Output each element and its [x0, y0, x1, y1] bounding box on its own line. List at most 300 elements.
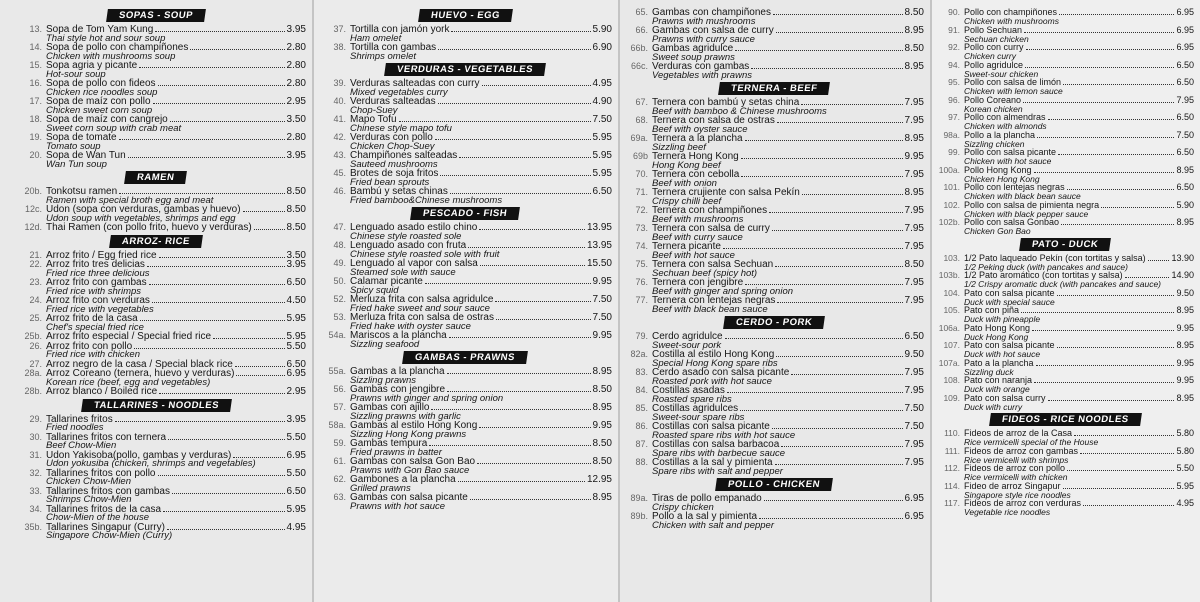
- item-number: 73.: [635, 223, 648, 233]
- item-name: Sopa de pollo con champiñones: [46, 42, 189, 53]
- item-description: Chicken Chop-Suey: [350, 140, 435, 152]
- dot-leader: [431, 409, 590, 410]
- item-price: 8.50: [592, 438, 612, 449]
- menu-item: [618, 458, 930, 476]
- item-number: 104.: [943, 287, 960, 298]
- item-description: Prawns with ginger and spring onion: [350, 392, 504, 404]
- item-price: 9.95: [592, 330, 612, 341]
- item-name: Ternera Hong Kong: [652, 151, 739, 162]
- menu-item: [930, 201, 1200, 219]
- item-price: 3.95: [286, 413, 306, 425]
- item-number: 50.: [333, 276, 346, 286]
- item-number: 52.: [333, 294, 346, 304]
- item-price: 8.50: [904, 7, 924, 18]
- item-number: 69a.: [630, 133, 648, 143]
- item-description: Sechuan chicken: [964, 33, 1029, 44]
- item-number: 25.: [29, 313, 42, 323]
- menu-item: [618, 278, 930, 296]
- dot-leader: [1057, 347, 1175, 348]
- item-number: 89b.: [630, 511, 648, 521]
- menu-column-3: [618, 0, 930, 602]
- menu-section: [618, 316, 930, 476]
- item-name: Merluza frita con salsa agridulce: [350, 294, 494, 305]
- item-price: 13.90: [1171, 252, 1194, 263]
- item-description: Special Hong Kong spare ribs: [652, 357, 778, 369]
- item-name: Thai Ramen (con pollo frito, huevo y verduras): [46, 222, 252, 233]
- menu-item: [618, 332, 930, 350]
- menu-section: [930, 8, 1200, 236]
- item-description: Chinese style mapo tofu: [350, 122, 452, 134]
- item-name: Sopa de tomate: [46, 132, 117, 143]
- dot-leader: [168, 439, 284, 440]
- menu-item: [312, 295, 618, 313]
- item-price: 7.50: [592, 114, 612, 125]
- menu-item: [0, 387, 312, 397]
- item-number: 97.: [948, 112, 960, 122]
- menu-item: [930, 8, 1200, 26]
- item-description: Sweet-sour pork: [652, 339, 722, 351]
- item-description: Prawns with curry sauce: [652, 33, 755, 45]
- item-price: 5.95: [592, 150, 612, 161]
- item-description: Roasted spare ribs with hot sauce: [652, 429, 796, 441]
- item-price: 8.50: [286, 186, 306, 197]
- menu-item: [312, 169, 618, 187]
- item-number: 100a.: [938, 164, 960, 175]
- dot-leader: [725, 338, 903, 339]
- item-description: Chicken with almonds: [964, 121, 1047, 131]
- dot-leader: [775, 464, 903, 465]
- dot-leader: [190, 49, 284, 50]
- item-name: Gambas con salsa Gon Bao: [350, 456, 476, 467]
- item-name: Costilla al estilo Hong Kong: [652, 349, 775, 360]
- item-number: 61.: [333, 456, 346, 466]
- menu-item: [312, 439, 618, 457]
- item-name: Merluza frita con salsa de ostras: [350, 312, 494, 323]
- menu-section: [312, 351, 618, 511]
- menu-item: [618, 26, 930, 44]
- item-name: Gambas al estilo Hong Kong: [350, 420, 478, 431]
- item-description: Chow-Mien of the house: [46, 512, 149, 523]
- item-number: 63.: [333, 492, 346, 502]
- item-description: Sizzling chicken: [964, 138, 1025, 149]
- item-number: 37.: [333, 24, 346, 34]
- item-name: Pato con naranja: [964, 375, 1033, 385]
- item-price: 9.50: [1176, 287, 1194, 298]
- dot-leader: [727, 392, 903, 393]
- section-header: [930, 413, 1200, 426]
- item-price: 9.95: [904, 151, 924, 162]
- fold-line: [312, 0, 314, 602]
- item-name: Pollo con almendras: [964, 112, 1046, 122]
- dot-leader: [119, 193, 284, 194]
- dot-leader: [134, 348, 284, 349]
- item-price: 8.95: [592, 402, 612, 413]
- dot-leader: [1034, 172, 1175, 173]
- item-name: Ternera crujiente con salsa Pekín: [652, 187, 800, 198]
- item-price: 5.95: [592, 168, 612, 179]
- item-name: Fideos de arroz con verduras: [964, 498, 1082, 508]
- item-price: 5.80: [1176, 445, 1194, 456]
- item-name: Pollo agridulce: [964, 59, 1024, 70]
- item-description: Chinese style roasted sole: [350, 230, 462, 242]
- item-name: Arroz blanco / Boiled rice: [46, 386, 158, 397]
- dot-leader: [119, 139, 285, 140]
- item-description: Spicy squid: [350, 284, 399, 296]
- menu-item: [312, 133, 618, 151]
- item-price: 9.95: [1176, 375, 1194, 385]
- menu-item: [0, 25, 312, 43]
- menu-item: [930, 289, 1200, 307]
- item-name: Costillas con salsa picante: [652, 421, 770, 432]
- item-number: 87.: [635, 439, 648, 449]
- item-name: Gambas tempura: [350, 438, 428, 449]
- item-name: Arroz frito tres delicias: [46, 259, 145, 270]
- menu-item: [312, 493, 618, 511]
- item-name: Tallarines fritos con pollo: [46, 467, 156, 479]
- section-header: [618, 82, 930, 95]
- item-number: 101.: [943, 182, 960, 192]
- menu-item: [930, 166, 1200, 184]
- item-name: Pollo con champiñones: [964, 7, 1058, 17]
- item-price: 8.50: [592, 384, 612, 395]
- item-description: Wan Tun soup: [46, 158, 107, 170]
- dot-leader: [479, 427, 590, 428]
- item-number: 85.: [635, 403, 648, 413]
- item-description: Shrimps Chow-Mien: [46, 494, 132, 505]
- item-price: 3.50: [286, 249, 306, 261]
- item-number: 105.: [943, 305, 960, 315]
- item-price: 4.95: [592, 78, 612, 89]
- item-name: Tiras de pollo empanado: [652, 493, 762, 504]
- dot-leader: [1125, 277, 1170, 278]
- item-number: 18.: [29, 114, 42, 124]
- item-number: 49.: [333, 258, 346, 268]
- item-name: Pollo a la sal y pimienta: [652, 511, 758, 522]
- item-description: Tomato soup: [46, 140, 101, 152]
- item-price: 8.95: [592, 492, 612, 503]
- item-description: Rice vermicelli special of the House: [964, 437, 1099, 447]
- item-price: 15.50: [586, 258, 612, 269]
- item-description: Sizzling prawns with garlic: [350, 410, 461, 422]
- item-number: 112.: [944, 463, 960, 473]
- dot-leader: [1032, 330, 1174, 331]
- item-number: 41.: [333, 114, 346, 124]
- menu-item: [312, 421, 618, 439]
- item-number: 88.: [635, 457, 648, 467]
- menu-item: [0, 223, 312, 233]
- item-name: Gambas con ajillo: [350, 402, 430, 413]
- item-name: Verduras salteadas con curry: [350, 78, 480, 89]
- item-number: 75.: [635, 259, 648, 269]
- item-number: 16.: [29, 78, 42, 88]
- dot-leader: [163, 511, 284, 512]
- dot-leader: [450, 193, 591, 194]
- item-number: 91.: [948, 24, 960, 35]
- item-price: 5.95: [592, 132, 612, 143]
- menu-item: [930, 96, 1200, 114]
- item-name: Cerdo asado con salsa picante: [652, 367, 790, 378]
- menu-item: [312, 475, 618, 493]
- menu-item: [0, 205, 312, 223]
- item-description: Singapore style rice noodles: [964, 489, 1071, 500]
- dot-leader: [745, 140, 903, 141]
- menu-item: [312, 97, 618, 115]
- item-description: Ham omelet: [350, 32, 402, 44]
- item-description: Beef with onion: [652, 177, 717, 189]
- item-description: Fried rice three delicious: [46, 267, 150, 279]
- item-price: 3.95: [286, 24, 306, 35]
- dot-leader: [735, 50, 902, 51]
- item-number: 30.: [29, 431, 42, 442]
- menu-item: [0, 79, 312, 97]
- item-price: 13.95: [586, 222, 612, 233]
- dot-leader: [801, 104, 902, 105]
- item-name: Pollo Coreano: [964, 94, 1022, 105]
- item-description: Steamed sole with sauce: [350, 266, 456, 278]
- item-description: Ramen with special broth egg and meat: [46, 194, 214, 206]
- section-header: [618, 478, 930, 491]
- item-description: Chicken with lemon sauce: [964, 86, 1063, 96]
- item-number: 90.: [948, 7, 960, 17]
- item-name: Ternera con champiñones: [652, 205, 768, 216]
- item-description: Vegetable rice noodles: [964, 507, 1051, 517]
- item-price: 14.90: [1171, 270, 1194, 280]
- item-price: 6.95: [286, 449, 306, 461]
- item-name: Arroz negro de la casa / Special black rice: [46, 358, 233, 370]
- item-name: Tallarines fritos: [46, 413, 113, 425]
- dot-leader: [399, 121, 591, 122]
- menu-column-4: [930, 0, 1200, 602]
- dot-leader: [459, 157, 590, 158]
- dot-leader: [802, 194, 903, 195]
- item-name: Pollo con lentejas negras: [964, 182, 1065, 192]
- item-description: Hong Kong beef: [652, 159, 721, 171]
- item-name: Sopa de pollo con fideos: [46, 78, 156, 89]
- item-name: Udon (sopa con verduras, gambas y huevo): [46, 204, 241, 215]
- dot-leader: [172, 493, 285, 494]
- dot-leader: [435, 139, 591, 140]
- item-description: Fried rice with vegetables: [46, 303, 154, 315]
- item-number: 58a.: [328, 420, 346, 430]
- item-price: 5.50: [286, 431, 306, 443]
- item-description: Sizzling seafood: [350, 338, 420, 350]
- item-price: 8.95: [1176, 392, 1194, 403]
- item-name: Fideos de arroz de la Casa: [964, 428, 1073, 438]
- item-description: Sizzling Hong Kong prawns: [350, 428, 467, 440]
- dot-leader: [1074, 435, 1174, 436]
- item-name: Pato con piña: [964, 305, 1020, 315]
- item-name: Ternera con bambú y setas china: [652, 97, 800, 108]
- item-description: Hot-sour soup: [46, 68, 106, 80]
- dot-leader: [1067, 189, 1175, 190]
- dot-leader: [1067, 470, 1174, 471]
- item-price: 13.95: [586, 240, 612, 251]
- dot-leader: [1059, 14, 1174, 15]
- menu-item: [0, 314, 312, 332]
- item-number: 111.: [944, 445, 960, 456]
- item-number: 65.: [635, 7, 648, 17]
- dot-leader: [170, 121, 285, 122]
- dot-leader: [438, 49, 590, 50]
- item-description: Duck Hong Kong: [964, 331, 1029, 342]
- item-price: 2.95: [286, 386, 306, 397]
- menu-item: [930, 429, 1200, 447]
- item-description: Spare ribs with salt and pepper: [652, 465, 783, 477]
- item-name: Tonkotsu ramen: [46, 186, 118, 197]
- item-name: Gambas con jengibre: [350, 384, 446, 395]
- item-description: Sweet corn soup with crab meat: [46, 122, 182, 134]
- section-title: PESCADO - FISH: [410, 207, 520, 220]
- dot-leader: [128, 157, 285, 158]
- menu-item: [930, 26, 1200, 44]
- menu-item: [930, 218, 1200, 236]
- item-number: 24.: [29, 295, 42, 305]
- item-number: 103b.: [938, 270, 960, 280]
- item-name: Arroz frito / Egg fried rice: [46, 249, 157, 261]
- item-name: 1/2 Pato aromático (con tortitas y salsa): [964, 270, 1123, 280]
- menu-item: [618, 224, 930, 242]
- item-number: 46.: [333, 186, 346, 196]
- item-price: 7.95: [904, 205, 924, 216]
- section-title: HUEVO - EGG: [418, 9, 513, 22]
- item-price: 8.95: [1176, 217, 1194, 227]
- item-number: 114.: [944, 480, 960, 491]
- item-description: Korean chicken: [964, 103, 1023, 114]
- dot-leader: [777, 302, 902, 303]
- item-price: 7.95: [904, 295, 924, 306]
- item-description: Fried rice with shrimps: [46, 285, 142, 297]
- item-description: Mixed vegetables curry: [350, 86, 448, 98]
- menu-item: [312, 259, 618, 277]
- item-name: Mapo Tofu: [350, 114, 397, 125]
- item-price: 7.95: [904, 439, 924, 450]
- item-price: 8.50: [286, 204, 306, 215]
- item-description: Rice vermicelli with shrimps: [964, 454, 1069, 465]
- menu-item: [618, 134, 930, 152]
- item-price: 6.50: [1176, 77, 1194, 87]
- item-number: 48.: [333, 240, 346, 250]
- item-description: Chicken with mushrooms: [964, 16, 1059, 26]
- menu-item: [618, 62, 930, 80]
- dot-leader: [496, 319, 591, 320]
- menu-column-1: [0, 0, 312, 602]
- item-number: 57.: [333, 402, 346, 412]
- item-number: 14.: [29, 42, 42, 52]
- item-description: Vegetables with prawns: [652, 69, 752, 81]
- item-description: Beef with bamboo & Chinese mushrooms: [652, 105, 827, 117]
- item-number: 94.: [948, 59, 960, 70]
- item-number: 72.: [635, 205, 648, 215]
- item-price: 7.95: [904, 385, 924, 396]
- item-number: 39.: [333, 78, 346, 88]
- menu-item: [0, 433, 312, 451]
- menu-item: [312, 43, 618, 61]
- item-name: Costillas agridulces: [652, 403, 739, 414]
- fold-line: [930, 0, 932, 602]
- item-description: Chicken rice noodles soup: [46, 86, 158, 98]
- dot-leader: [1026, 49, 1175, 50]
- item-number: 42.: [333, 132, 346, 142]
- item-description: Thai style hot and sour soup: [46, 32, 166, 44]
- item-number: 69b: [632, 151, 648, 161]
- menu-item: [618, 44, 930, 62]
- menu-item: [618, 368, 930, 386]
- section-header: [0, 235, 312, 248]
- item-description: Fried hake sweet and sour sauce: [350, 302, 490, 314]
- item-number: 66b.: [630, 43, 648, 53]
- item-name: Pato con salsa picante: [964, 287, 1055, 298]
- menu-item: [618, 170, 930, 188]
- menu-item: [0, 43, 312, 61]
- menu-item: [618, 512, 930, 530]
- dot-leader: [1080, 453, 1174, 454]
- item-name: Arroz frito especial / Special fried rice: [46, 331, 212, 342]
- menu-item: [0, 260, 312, 278]
- menu-item: [312, 277, 618, 295]
- section-title: FIDEOS - RICE NOODLES: [989, 413, 1141, 426]
- dot-leader: [440, 175, 590, 176]
- menu-item: [618, 494, 930, 512]
- menu-section: [618, 478, 930, 530]
- item-price: 6.90: [592, 42, 612, 53]
- dot-leader: [791, 374, 902, 375]
- item-number: 98a.: [943, 129, 960, 140]
- menu-item: [618, 242, 930, 260]
- menu-section: [0, 9, 312, 169]
- section-header: [312, 207, 618, 220]
- item-name: Pato Hong Kong: [964, 322, 1031, 333]
- item-price: 3.95: [286, 150, 306, 161]
- item-description: Sweet-sour spare ribs: [652, 411, 745, 423]
- item-number: 25b.: [24, 331, 42, 341]
- item-price: 12.95: [586, 474, 612, 485]
- section-title: VERDURAS - VEGETABLES: [384, 63, 546, 76]
- section-header: [312, 63, 618, 76]
- dot-leader: [167, 529, 285, 530]
- item-number: 27.: [29, 358, 42, 369]
- item-price: 5.95: [286, 313, 306, 324]
- item-name: Verduras con pollo: [350, 132, 433, 143]
- item-name: Lenguado asado con fruta: [350, 240, 467, 251]
- item-number: 28a.: [24, 368, 42, 378]
- menu-item: [0, 469, 312, 487]
- item-description: Beef with hot sauce: [652, 249, 735, 261]
- menu-item: [312, 25, 618, 43]
- item-number: 28b.: [24, 386, 42, 396]
- menu-item: [0, 61, 312, 79]
- item-description: Prawns with Gon Bao sauce: [350, 464, 470, 476]
- menu-item: [312, 223, 618, 241]
- dot-leader: [775, 266, 902, 267]
- item-price: 9.50: [904, 349, 924, 360]
- dot-leader: [769, 212, 902, 213]
- item-price: 8.95: [904, 187, 924, 198]
- item-number: 106a.: [938, 322, 960, 333]
- item-price: 5.50: [1176, 463, 1194, 473]
- dot-leader: [470, 499, 591, 500]
- item-price: 7.50: [592, 294, 612, 305]
- item-description: Shrimps omelet: [350, 50, 416, 62]
- item-number: 84.: [635, 385, 648, 395]
- dot-leader: [723, 248, 903, 249]
- dot-leader: [1037, 137, 1174, 138]
- item-price: 2.80: [286, 78, 306, 89]
- item-name: Pollo con salsa de limón: [964, 77, 1062, 87]
- item-name: Sopa de Wan Tun: [46, 150, 126, 161]
- item-number: 55a.: [328, 366, 346, 376]
- item-number: 71.: [635, 187, 648, 197]
- item-number: 53.: [333, 312, 346, 322]
